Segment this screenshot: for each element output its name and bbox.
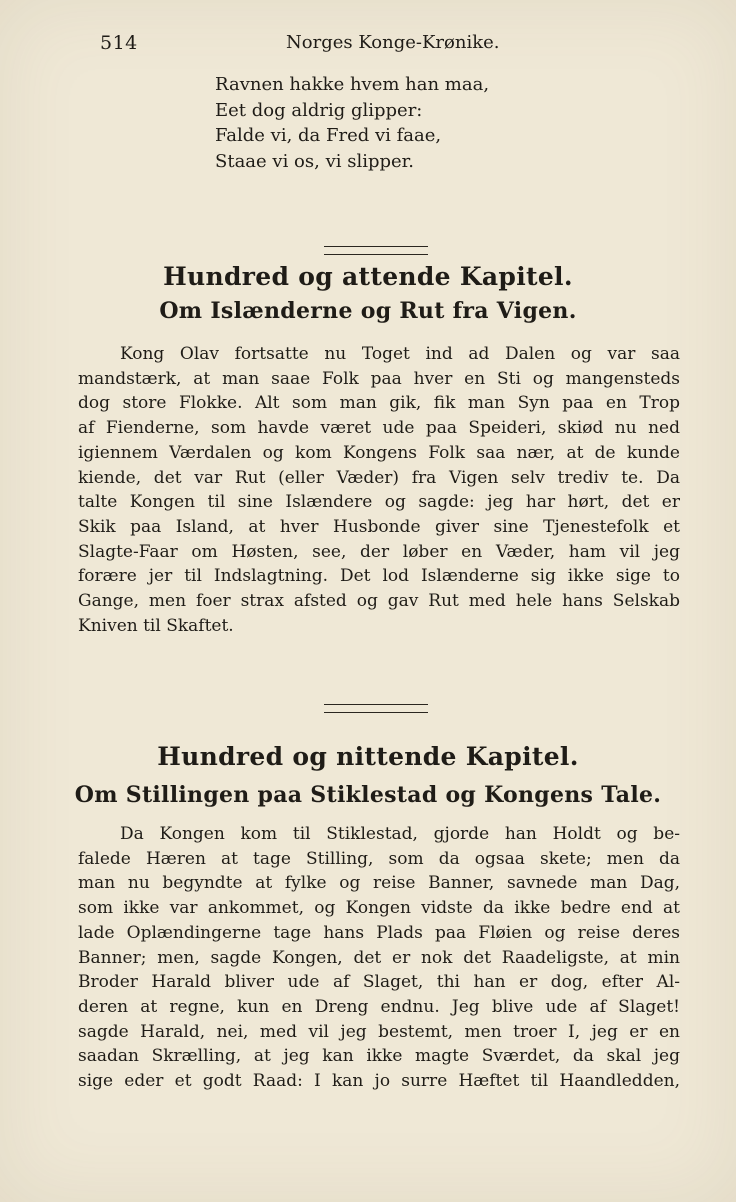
text-line: deren at regne, kun en Dreng endnu. Jeg blive ude af Slaget! [78, 996, 680, 1017]
text-line: dog store Flokke. Alt som man gik, fik man Syn paa en Trop [78, 393, 680, 414]
text-line: saadan Skrælling, at jeg kan ikke magte Sværdet, da skal jeg [78, 1046, 680, 1067]
section-divider [324, 246, 428, 255]
page-number: 514 [100, 32, 138, 54]
text-line: man nu begyndte at fylke og reise Banner, savnede man Dag, [78, 873, 680, 894]
text-line: igiennem Værdalen og kom Kongens Folk saa nær, at de kunde [78, 442, 680, 463]
text-line: falede Hæren at tage Stilling, som da ogsaa skete; men da [78, 848, 680, 869]
text-line: sige eder et godt Raad: I kan jo surre Hæftet til Haandledden, [78, 1071, 680, 1092]
chapter-heading: Hundred og attende Kapitel. [163, 262, 573, 291]
text-line: talte Kongen til sine Islændere og sagde: jeg har hørt, det er [78, 492, 680, 513]
chapter-body [78, 822, 680, 1094]
text-line: mandstærk, at man saae Folk paa hver en Sti og mangensteds [78, 368, 680, 389]
text-line: Banner; men, sagde Kongen, det er nok det Raadeligste, at min [78, 947, 680, 968]
verse-line: Eet dog aldrig glipper: [215, 99, 423, 121]
text-line: som ikke var ankommet, og Kongen vidste da ikke bedre end at [78, 898, 680, 919]
text-line: Kniven til Skaftet. [78, 615, 234, 636]
chapter-subheading: Om Islænderne og Rut fra Vigen. [159, 298, 577, 324]
chapter-subheading: Om Stillingen paa Stiklestad og Kongens Tale. [74, 782, 662, 808]
text-line: Kong Olav fortsatte nu Toget ind ad Dalen og var saa [120, 344, 680, 364]
section-divider [324, 704, 428, 713]
verse-line: Falde vi, da Fred vi faae, [215, 125, 442, 146]
text-line: Skik paa Island, at hver Husbonde giver sine Tjenestefolk et [78, 516, 680, 537]
text-line: af Fienderne, som havde været ude paa Speideri, skiød nu ned [78, 418, 680, 439]
chapter-body [78, 342, 680, 638]
text-line: Slagte-Faar om Høsten, see, der løber en Væder, ham vil jeg [78, 541, 680, 562]
text-line: sagde Harald, nei, med vil jeg bestemt, men troer I, jeg er en [78, 1021, 680, 1042]
verse-stanza [215, 72, 535, 174]
verse-line: Ravnen hakke hvem han maa, [215, 74, 490, 95]
verse-line: Staae vi os, vi slipper. [215, 150, 415, 172]
text-line: lade Oplændingerne tage hans Plads paa Fløien og reise deres [78, 922, 680, 943]
text-line: Gange, men foer strax afsted og gav Rut med hele hans Selskab [78, 591, 680, 612]
text-line: kiende, det var Rut (eller Væder) fra Vigen selv trediv te. Da [78, 467, 680, 488]
text-line: forære jer til Indslagtning. Det lod Islænderne sig ikke sige to [78, 566, 680, 587]
text-line: Da Kongen kom til Stiklestad, gjorde han Holdt og be- [120, 824, 680, 844]
running-title: Norges Konge-Krønike. [286, 32, 500, 53]
chapter-heading: Hundred og nittende Kapitel. [157, 742, 579, 771]
text-line: Broder Harald bliver ude af Slaget, thi han er dog, efter Al- [78, 972, 680, 993]
running-head [100, 32, 676, 58]
